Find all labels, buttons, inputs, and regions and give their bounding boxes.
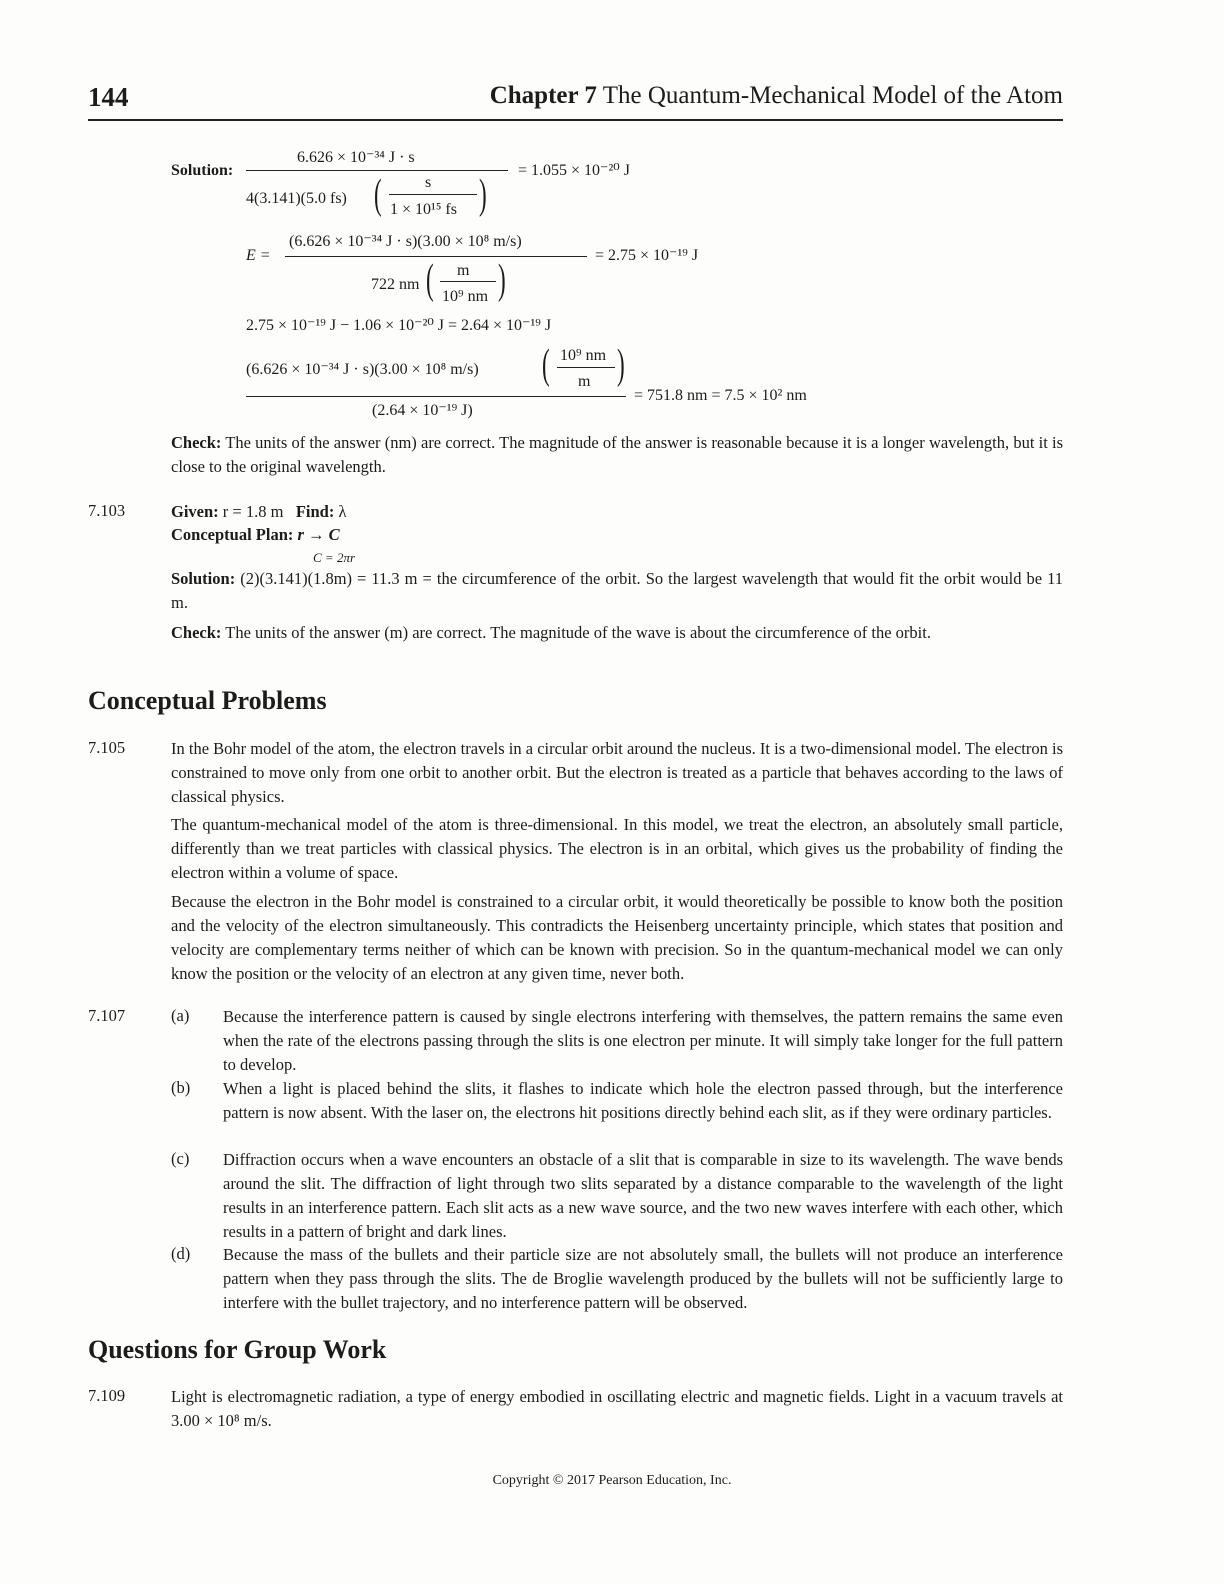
solution-paragraph bbox=[171, 567, 1063, 615]
solution-text: (2)(3.141)(1.8m) = 11.3 m = the circumference of the orbit. So the largest wavelength that would fit the orbit would be 11 m. bbox=[171, 569, 1063, 612]
item-letter: (d) bbox=[171, 1244, 191, 1263]
eq1-inner-num: s bbox=[425, 174, 432, 191]
eq2-fraction-line bbox=[285, 256, 587, 257]
eq2-result: = 2.75 × 10⁻¹⁹ J bbox=[595, 247, 699, 264]
check-text: The units of the answer (nm) are correct. The magnitude of the answer is reasonable because it is a longer wavelength, but it is close to the original wavelength. bbox=[171, 433, 1063, 476]
check-label: Check: bbox=[171, 623, 222, 642]
eq4-left-paren: ( bbox=[542, 342, 550, 388]
page-number: 144 bbox=[88, 82, 129, 112]
item-text: Diffraction occurs when a wave encounters an obstacle of a slit that is comparable in size to its wavelength. The wave bends around the slit. The diffraction of light through two slits separated by a distance comparable to the wavelength of the light results in an interference pattern. Each slit acts as a new wave source, and the two new waves interfere with each other, which results in a pattern of bright and dark lines. bbox=[223, 1150, 1063, 1241]
eq2-inner-line bbox=[440, 281, 496, 282]
eq1-right-paren: ) bbox=[479, 172, 487, 218]
paragraph: Light is electromagnetic radiation, a type of energy embodied in oscillating electric and magnetic fields. Light in a vacuum travels at 3.00 × 10⁸ m/s. bbox=[171, 1387, 1063, 1430]
item-text: Because the interference pattern is caused by single electrons interfering with themselves, the pattern remains the same even when the rate of the electrons passing through the slits is one electron per minute. It will simply take longer for the full pattern to develop. bbox=[223, 1007, 1063, 1074]
section-heading-conceptual: Conceptual Problems bbox=[88, 686, 327, 715]
paragraph-1: In the Bohr model of the atom, the electron travels in a circular orbit around the nucleus. It is a two-dimensional model. The electron is constrained to move only from one orbit to another orbit. But the electron is treated as a particle that behaves according to the laws of classical physics. bbox=[171, 739, 1063, 806]
eq2-inner-num: m bbox=[457, 262, 470, 279]
eq2-numerator: (6.626 × 10⁻³⁴ J · s)(3.00 × 10⁸ m/s) bbox=[289, 233, 522, 250]
problem-number: 7.103 bbox=[88, 501, 126, 520]
header-rule bbox=[88, 119, 1063, 121]
plan-equation: C = 2πr bbox=[313, 550, 356, 565]
plan-value: r → C bbox=[297, 525, 340, 544]
paragraph-3: Because the electron in the Bohr model is constrained to a circular orbit, it would theoretically be possible to know both the position and the velocity of the electron simultaneously. This contradicts the Heisenberg uncertainty principle, which states that position and velocity are complementary terms neither of which can be known with precision. So in the quantum-mechanical model we can only know the position or the velocity of an electron at any given time, never both. bbox=[171, 892, 1063, 983]
chapter-title bbox=[490, 82, 1063, 110]
eq2-left-paren: ( bbox=[426, 257, 434, 303]
eq1-fraction-line bbox=[246, 170, 508, 171]
paragraph-2: The quantum-mechanical model of the atom is three-dimensional. In this model, we treat the electron, an absolutely small particle, differently than we treat particles with classical physics. The electron is in an orbital, which gives us the probability of finding the electron within a volume of space. bbox=[171, 815, 1063, 882]
equation-3: 2.75 × 10⁻¹⁹ J − 1.06 × 10⁻²⁰ J = 2.64 × 10⁻¹⁹ J bbox=[246, 317, 552, 334]
solution-check-paragraph bbox=[171, 431, 1063, 479]
chapter-title-text: The Quantum-Mechanical Model of the Atom bbox=[602, 82, 1063, 109]
section-heading-group-work: Questions for Group Work bbox=[88, 1335, 387, 1364]
item-text: Because the mass of the bullets and their particle size are not absolutely small, the bullets will not produce an interference pattern when they pass through the slits. The de Broglie wavelength produced by the bullets will not be sufficiently large to interfere with the bullet trajectory, and no interference pattern will be observed. bbox=[223, 1245, 1063, 1312]
eq1-numerator: 6.626 × 10⁻³⁴ J · s bbox=[297, 149, 415, 166]
item-letter: (b) bbox=[171, 1078, 191, 1097]
given-value: r = 1.8 m bbox=[222, 502, 284, 521]
find-value: λ bbox=[338, 502, 347, 521]
eq2-inner-den: 10⁹ nm bbox=[442, 288, 489, 305]
eq2-right-paren: ) bbox=[498, 257, 506, 303]
eq4-result: = 751.8 nm = 7.5 × 10² nm bbox=[634, 387, 807, 404]
problem-number: 7.107 bbox=[88, 1006, 126, 1025]
given-label: Given: bbox=[171, 502, 219, 521]
item-text: When a light is placed behind the slits, it flashes to indicate which hole the electron passed through, but the interference pattern is now absent. With the laser on, the electrons hit positions directly behind each slit, as if they were ordinary particles. bbox=[223, 1079, 1063, 1122]
given-find-line bbox=[171, 500, 346, 524]
eq1-result: = 1.055 × 10⁻²⁰ J bbox=[518, 162, 630, 179]
find-label: Find: bbox=[295, 502, 335, 521]
eq4-numerator: (6.626 × 10⁻³⁴ J · s)(3.00 × 10⁸ m/s) bbox=[246, 361, 479, 378]
problem-number: 7.109 bbox=[88, 1386, 126, 1405]
eq1-inner-den: 1 × 10¹⁵ fs bbox=[390, 201, 457, 218]
check-paragraph bbox=[171, 621, 1063, 645]
check-label: Check: bbox=[171, 433, 222, 452]
solution-label: Solution: bbox=[171, 162, 234, 179]
eq4-inner-line bbox=[557, 367, 615, 368]
eq2-denominator-prefix: 722 nm bbox=[371, 276, 420, 293]
item-letter: (c) bbox=[171, 1149, 190, 1168]
eq2-lhs: E = bbox=[246, 247, 271, 264]
eq1-left-paren: ( bbox=[374, 172, 382, 218]
problem-number: 7.105 bbox=[88, 738, 126, 757]
eq4-denominator: (2.64 × 10⁻¹⁹ J) bbox=[372, 402, 473, 419]
eq4-inner-num: 10⁹ nm bbox=[560, 347, 607, 364]
solution-label: Solution: bbox=[171, 569, 236, 588]
eq4-inner-den: m bbox=[578, 373, 591, 390]
plan-label: Conceptual Plan: bbox=[171, 525, 294, 544]
copyright-footer: Copyright © 2017 Pearson Education, Inc. bbox=[492, 1473, 732, 1488]
item-letter: (a) bbox=[171, 1006, 190, 1025]
eq4-right-paren: ) bbox=[617, 342, 625, 388]
eq4-fraction-line bbox=[246, 396, 626, 397]
conceptual-plan-line bbox=[171, 523, 340, 547]
check-text: The units of the answer (m) are correct. The magnitude of the wave is about the circumference of the orbit. bbox=[225, 623, 931, 642]
eq1-denominator-prefix: 4(3.141)(5.0 fs) bbox=[246, 190, 347, 207]
eq1-inner-line bbox=[389, 194, 477, 195]
chapter-label: Chapter 7 bbox=[489, 82, 597, 109]
